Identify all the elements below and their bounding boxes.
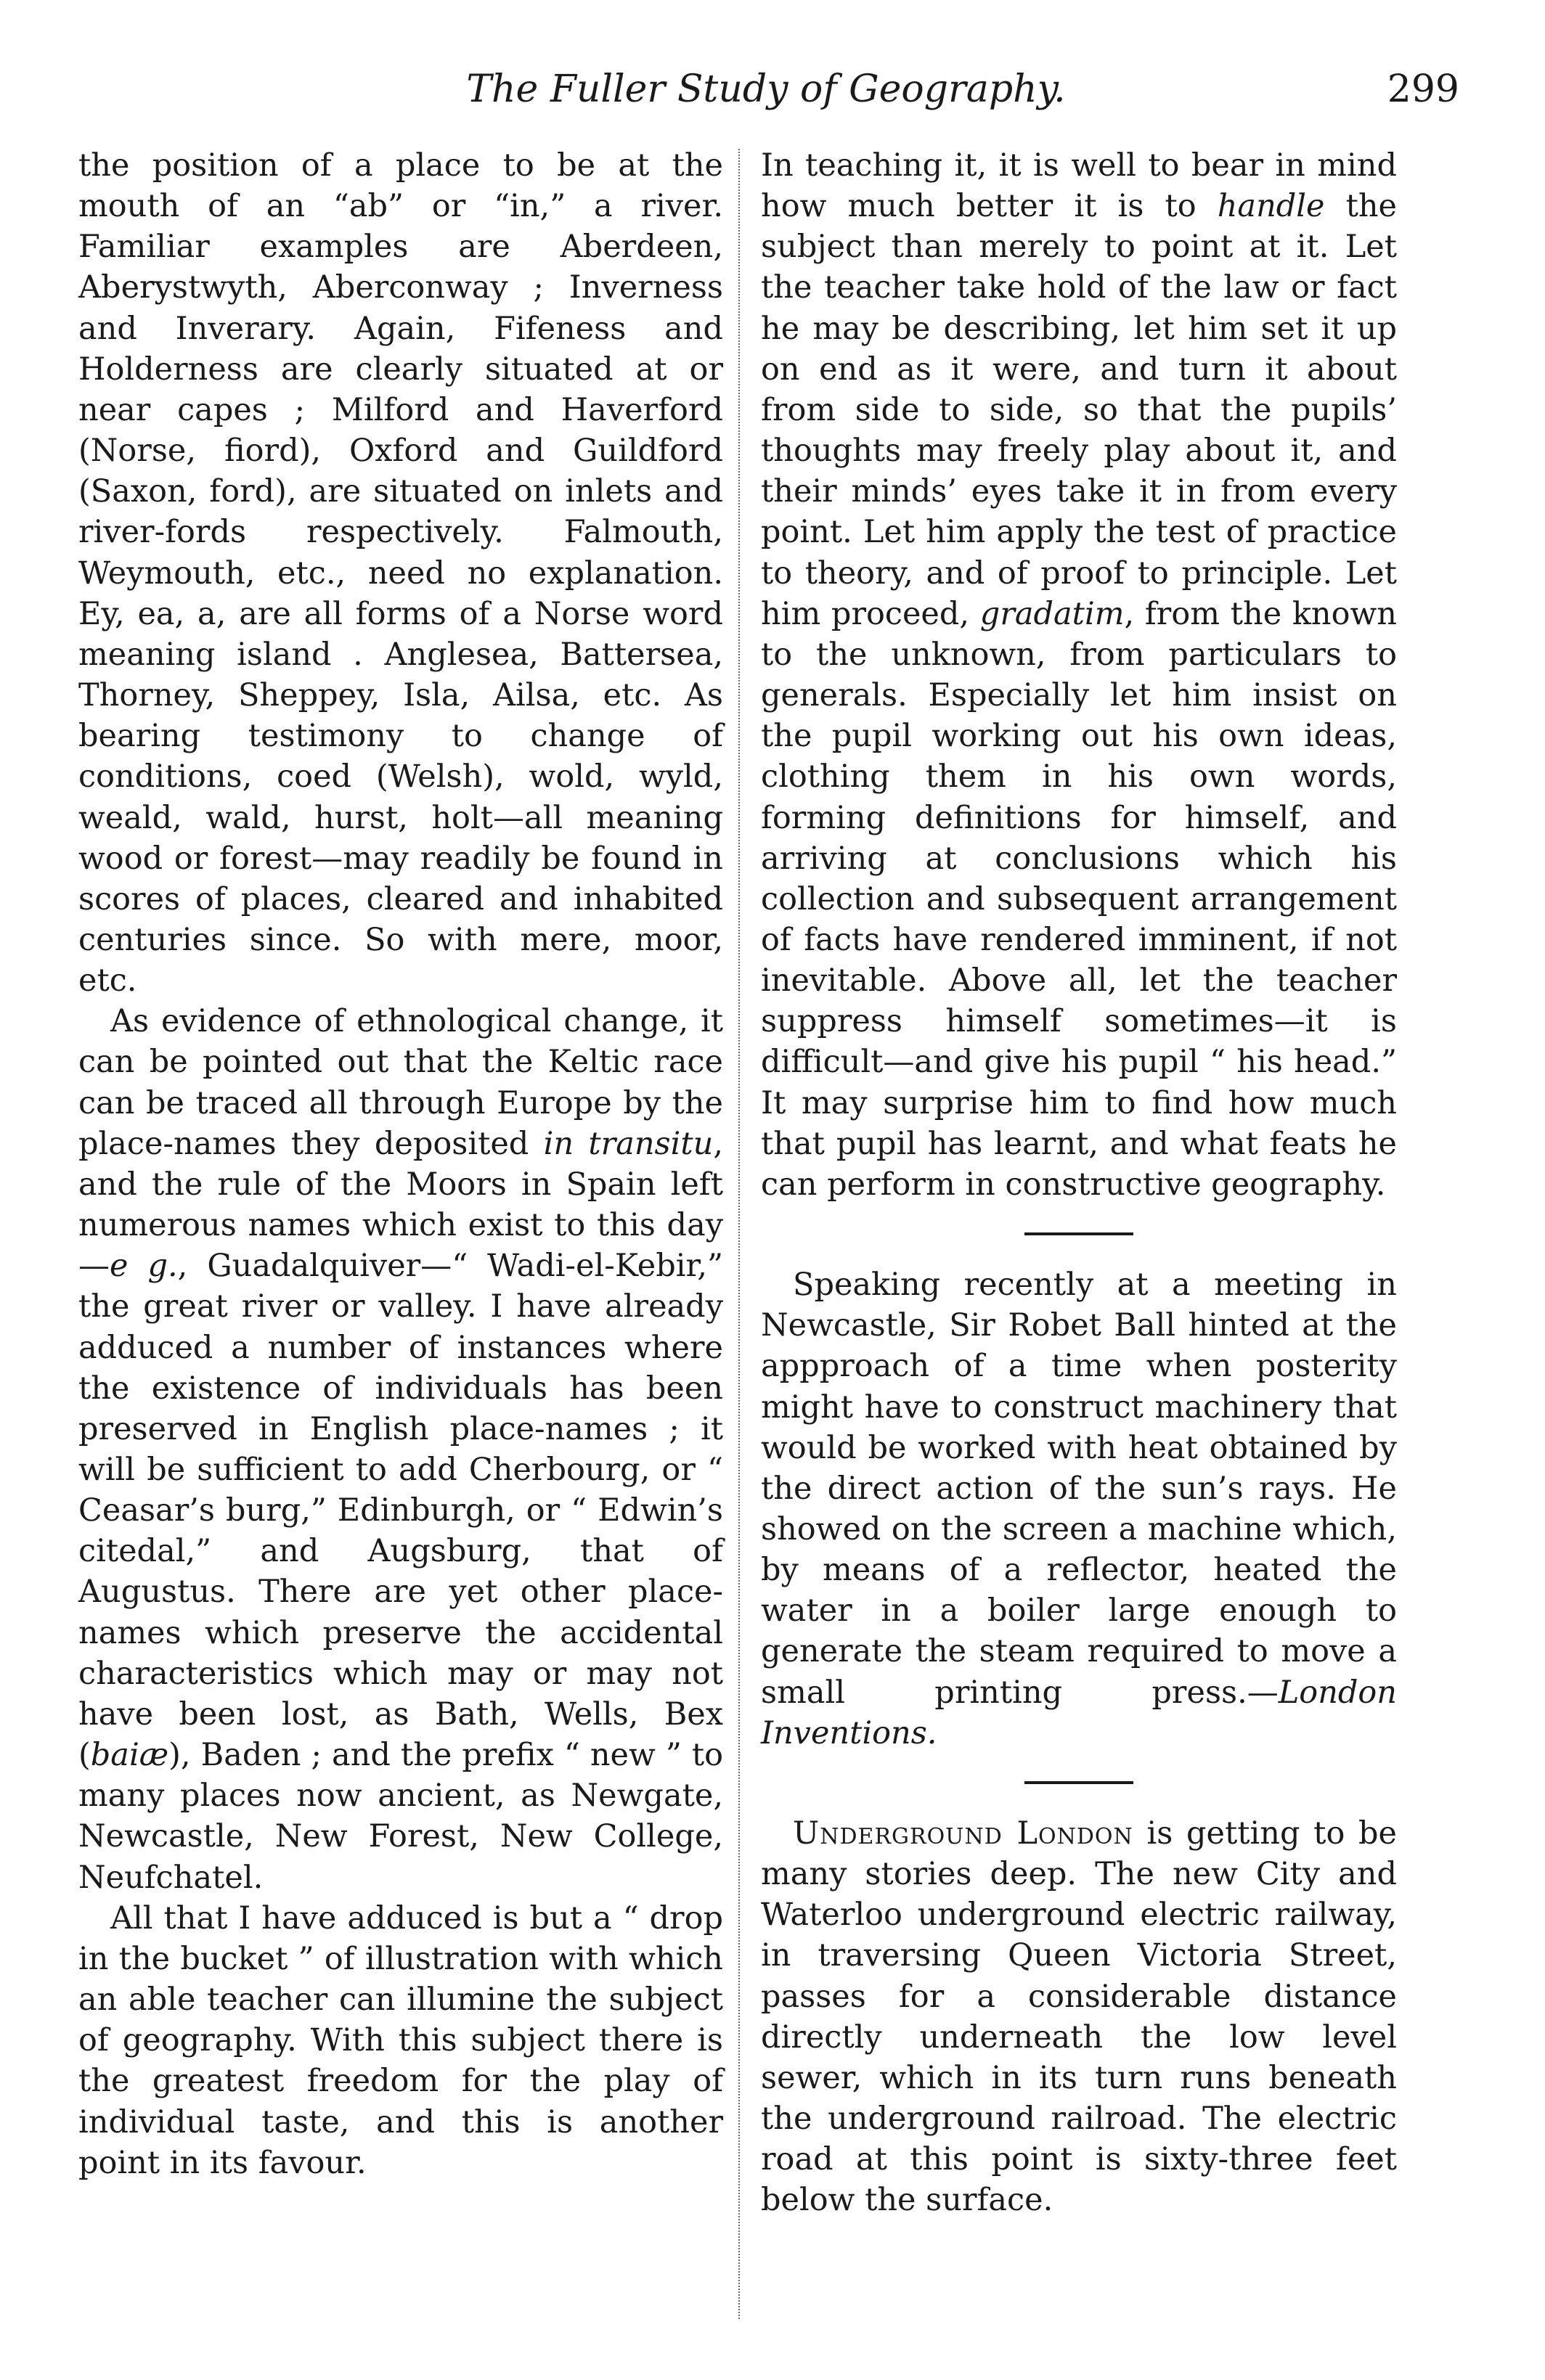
- text-run: ), Baden ; and the prefix “ new ” to many places now ancient, as Newgate, Newcastle, New Forest, New College, Neufchatel.: [78, 1737, 723, 1896]
- column-divider: [738, 149, 740, 2319]
- source-credit: London Inventions.: [761, 1674, 1397, 1751]
- page-number: 299: [1387, 68, 1459, 111]
- text-run: Speaking recently at a meeting in Newcastle, Sir Robet Ball hinted at the appproach of a time when posterity might have to construct machinery that would be worked with heat obtained by the direct action of the sun’s rays. He showed on the screen a machine which, by means of a reflector, heated the water in a boiler large enough to generate the steam required to move a small printing press.—: [761, 1267, 1397, 1711]
- right-paragraph-2: [761, 1264, 1397, 1754]
- left-column: [78, 145, 723, 2183]
- right-column: [761, 145, 1397, 2221]
- text-run: the subject than merely to point at it. Let the teacher take hold of the law or fact he may be describing, let him set it up on end as it were, and turn it about from side to side, so that the pupils’ thoughts may freely play about it, and their minds’ eyes take it in from every point. Let him apply the test of practice to theory, and of proof to principle. Let him proceed,: [761, 188, 1397, 632]
- text-run: is getting to be many stories deep. The new City and Waterloo underground electric railway, in traversing Queen Victoria Street, passes for a considerable distance directly underneath the low level sewer, which in its turn runs beneath the underground railroad. The electric road at this point is sixty-three feet below the surface.: [761, 1815, 1398, 2219]
- left-paragraph-3: All that I have adduced is but a “ drop in the bucket ” of illustration with which an able teacher can illumine the subject of geography. With this subject there is the greatest freedom for the play of individual taste, and this is another point in its favour.: [78, 1899, 723, 2181]
- italic-word-gradatim: gradatim: [979, 595, 1125, 632]
- italic-phrase-in-transitu: in transitu: [543, 1125, 714, 1162]
- text-run: , Guadalquiver—“ Wadi-el-Kebir,” the great river or valley. I have already adduced a number of instances where the existence of individuals has been preserved in English place-names ; it will be sufficient to add Cherbourg, or “ Ceasar’s burg,” Edinburgh, or “ Edwin’s citedal,” and Augsburg, that of Augustus. There are yet other place-names which preserve the accidental characteristics which may or may not have been lost, as Bath, Wells, Bex (: [78, 1248, 723, 1774]
- right-paragraph-1: [761, 145, 1397, 1205]
- smallcaps-lead: Underground London: [793, 1815, 1133, 1852]
- italic-word-baiae: baiæ: [90, 1737, 169, 1774]
- page-header: [73, 64, 1459, 122]
- text-run: , from the known to the unknown, from particulars to generals. Especially let him insist on the pupil working out his own ideas, clothing them in his own words, forming definitions for himself, and arriving at conclusions which his collection and subsequent arrangement of facts have rendered imminent, if not inevitable. Above all, let the teacher suppress himself sometimes—it is difficult—and give his pupil “ his head.” It may surprise him to find how much that pupil has learnt, and what feats he can perform in constructive geography.: [761, 595, 1397, 1203]
- section-rule: [1024, 1781, 1133, 1784]
- running-title: The Fuller Study of Geography.: [466, 68, 1066, 111]
- italic-abbrev-eg: e g.: [110, 1248, 178, 1285]
- text-run: As evidence of ethnological change, it can be pointed out that the Keltic race can be traced all through Europe by the place-names they deposited: [78, 1003, 723, 1162]
- italic-word-handle: handle: [1217, 188, 1325, 225]
- left-paragraph-1: the position of a place to be at the mouth of an “ab” or “in,” a river. Familiar examples are Aberdeen, Aberystwyth, Aberconway ; Inverness and Inverary. Again, Fifeness and Holderness are clearly situated at or near capes ; Milford and Haverford (Norse, fiord), Oxford and Guildford (Saxon, ford), are situated on inlets and river-fords respectively. Falmouth, Weymouth, etc., need no explanation. Ey, ea, a, are all forms of a Norse word meaning island . Anglesea, Battersea, Thorney, Sheppey, Isla, Ailsa, etc. As bearing testimony to change of conditions, coed (Welsh), wold, wyld, weald, wald, hurst, holt—all meaning wood or forest—may readily be found in scores of places, cleared and inhabited centuries since. So with mere, moor, etc.: [78, 147, 723, 999]
- text-run: , and the rule of the Moors in Spain left numerous names which exist to this day—: [78, 1125, 723, 1285]
- text-run: In teaching it, it is well to bear in mind how much better it is to: [761, 147, 1397, 225]
- right-paragraph-3: [761, 1813, 1397, 2221]
- section-rule: [1024, 1232, 1133, 1235]
- left-paragraph-2: [78, 1001, 723, 1897]
